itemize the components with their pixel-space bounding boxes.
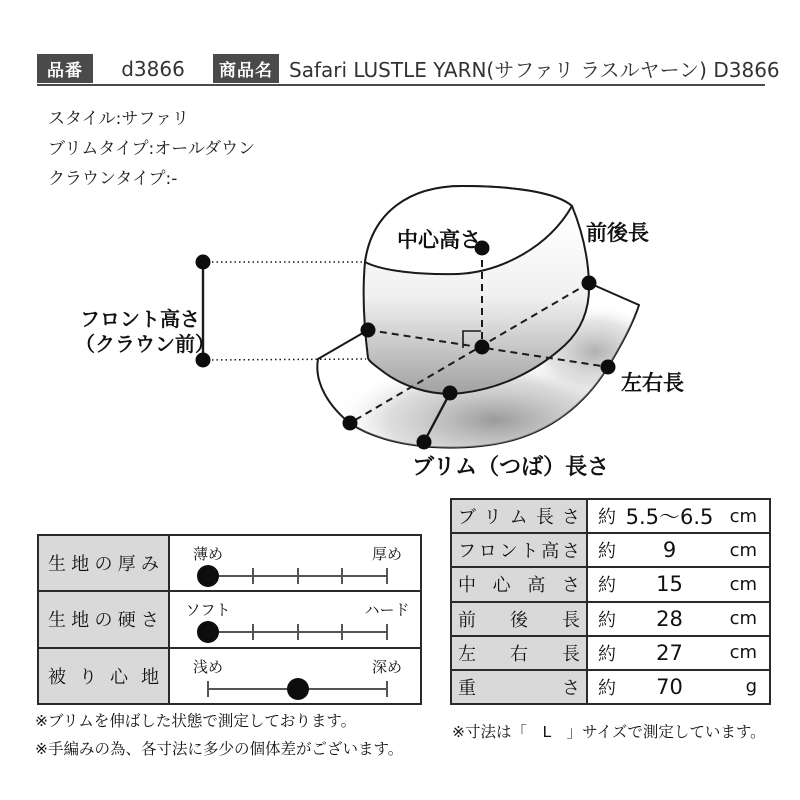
slider-max-label: 厚め	[371, 545, 403, 563]
size-row-front-back	[452, 603, 769, 637]
slider-track	[208, 575, 387, 577]
approx-mark: 約	[598, 643, 616, 665]
feature-table	[37, 534, 422, 705]
note-size-basis: ※寸法は「 L 」サイズで測定しています。	[452, 723, 766, 741]
notes-left	[35, 708, 403, 763]
slider-tick	[297, 624, 299, 640]
size-label: 重さ	[452, 671, 588, 703]
slider-track	[208, 631, 387, 633]
label-front-height-line2: （クラウン前）	[75, 332, 215, 356]
approx-mark: 約	[598, 677, 616, 699]
spec-lines	[48, 104, 255, 194]
label-front-back-length: 前後長	[586, 221, 649, 245]
label-brim-length: ブリム（つば）長さ	[412, 455, 610, 480]
size-unit: cm	[729, 539, 757, 561]
feature-label: 被り心地	[39, 649, 170, 703]
size-table	[450, 498, 771, 705]
feature-label: 生地の硬さ	[39, 592, 170, 646]
size-value: 70	[656, 674, 683, 699]
size-value-cell	[588, 603, 769, 635]
feature-row-fit	[39, 649, 420, 703]
slider-tick	[386, 681, 388, 697]
slider-dot	[287, 678, 309, 700]
size-row-left-right	[452, 637, 769, 671]
size-label: 中心高さ	[452, 568, 588, 600]
size-label: 左右長	[452, 637, 588, 669]
feature-label: 生地の厚み	[39, 536, 170, 590]
size-value-cell	[588, 534, 769, 566]
size-unit: cm	[729, 505, 757, 527]
slider-max-label: ハード	[364, 601, 410, 620]
size-unit: cm	[729, 573, 757, 595]
size-value: 5.5～6.5	[625, 505, 714, 530]
approx-mark: 約	[598, 541, 616, 563]
label-center-height: 中心高さ	[397, 228, 481, 252]
slider-min-label: 薄め	[192, 545, 224, 563]
slider-dot	[197, 621, 219, 643]
approx-mark: 約	[598, 609, 616, 631]
slider-track	[208, 688, 387, 690]
size-value: 28	[656, 606, 683, 631]
note-handknit: ※手編みの為、各寸法に多少の個体差がございます。	[35, 739, 404, 758]
slider-max-label: 深め	[371, 657, 403, 676]
spec-style: スタイル:サファリ	[48, 109, 190, 129]
feature-row-thickness	[39, 536, 420, 592]
spec-brim-type: ブリムタイプ:オールダウン	[48, 139, 256, 159]
size-label: ブリム長さ	[452, 500, 588, 532]
stiffness-slider	[170, 592, 420, 646]
size-value: 15	[656, 572, 683, 597]
approx-mark: 約	[598, 575, 616, 597]
label-left-right-length: 左右長	[621, 371, 684, 395]
size-value-cell	[588, 637, 769, 669]
slider-tick	[207, 681, 209, 697]
size-row-weight	[452, 671, 769, 703]
slider-tick	[341, 568, 343, 584]
slider-tick	[341, 624, 343, 640]
slider-min-label: 浅め	[192, 657, 224, 676]
slider-dot	[197, 565, 219, 587]
spec-crown-type: クラウンタイプ:-	[48, 169, 178, 189]
part-number-label-box: 品番	[37, 54, 93, 83]
slider-tick	[252, 624, 254, 640]
label-front-height	[75, 307, 215, 357]
feature-row-stiffness	[39, 592, 420, 648]
size-value: 9	[662, 538, 677, 563]
header-underline	[37, 84, 765, 86]
size-row-center-height	[452, 568, 769, 602]
slider-tick	[386, 568, 388, 584]
size-unit: cm	[729, 642, 757, 664]
note-brim: ※ブリムを伸ばした状態で測定しております。	[35, 712, 357, 730]
size-value-cell	[588, 671, 769, 703]
fit-slider	[170, 649, 420, 703]
slider-min-label: ソフト	[185, 601, 231, 620]
thickness-slider	[170, 536, 420, 590]
slider-tick	[386, 624, 388, 640]
size-unit: cm	[729, 608, 757, 630]
label-front-height-line1: フロント高さ	[80, 307, 200, 331]
size-value-cell	[588, 500, 769, 532]
size-row-front-height	[452, 534, 769, 568]
product-name-value: Safari LUSTLE YARN(サファリ ラスルヤーン) D3866	[289, 58, 780, 82]
approx-mark: 約	[598, 507, 616, 529]
size-row-brim	[452, 500, 769, 534]
product-name-label-box: 商品名	[213, 54, 279, 83]
size-unit: g	[745, 676, 757, 698]
size-label: フロント高さ	[452, 534, 588, 566]
slider-tick	[252, 568, 254, 584]
size-value: 27	[656, 640, 683, 665]
slider-tick	[297, 568, 299, 584]
part-number-value: d3866	[121, 56, 185, 81]
size-label: 前後長	[452, 603, 588, 635]
size-value-cell	[588, 568, 769, 600]
